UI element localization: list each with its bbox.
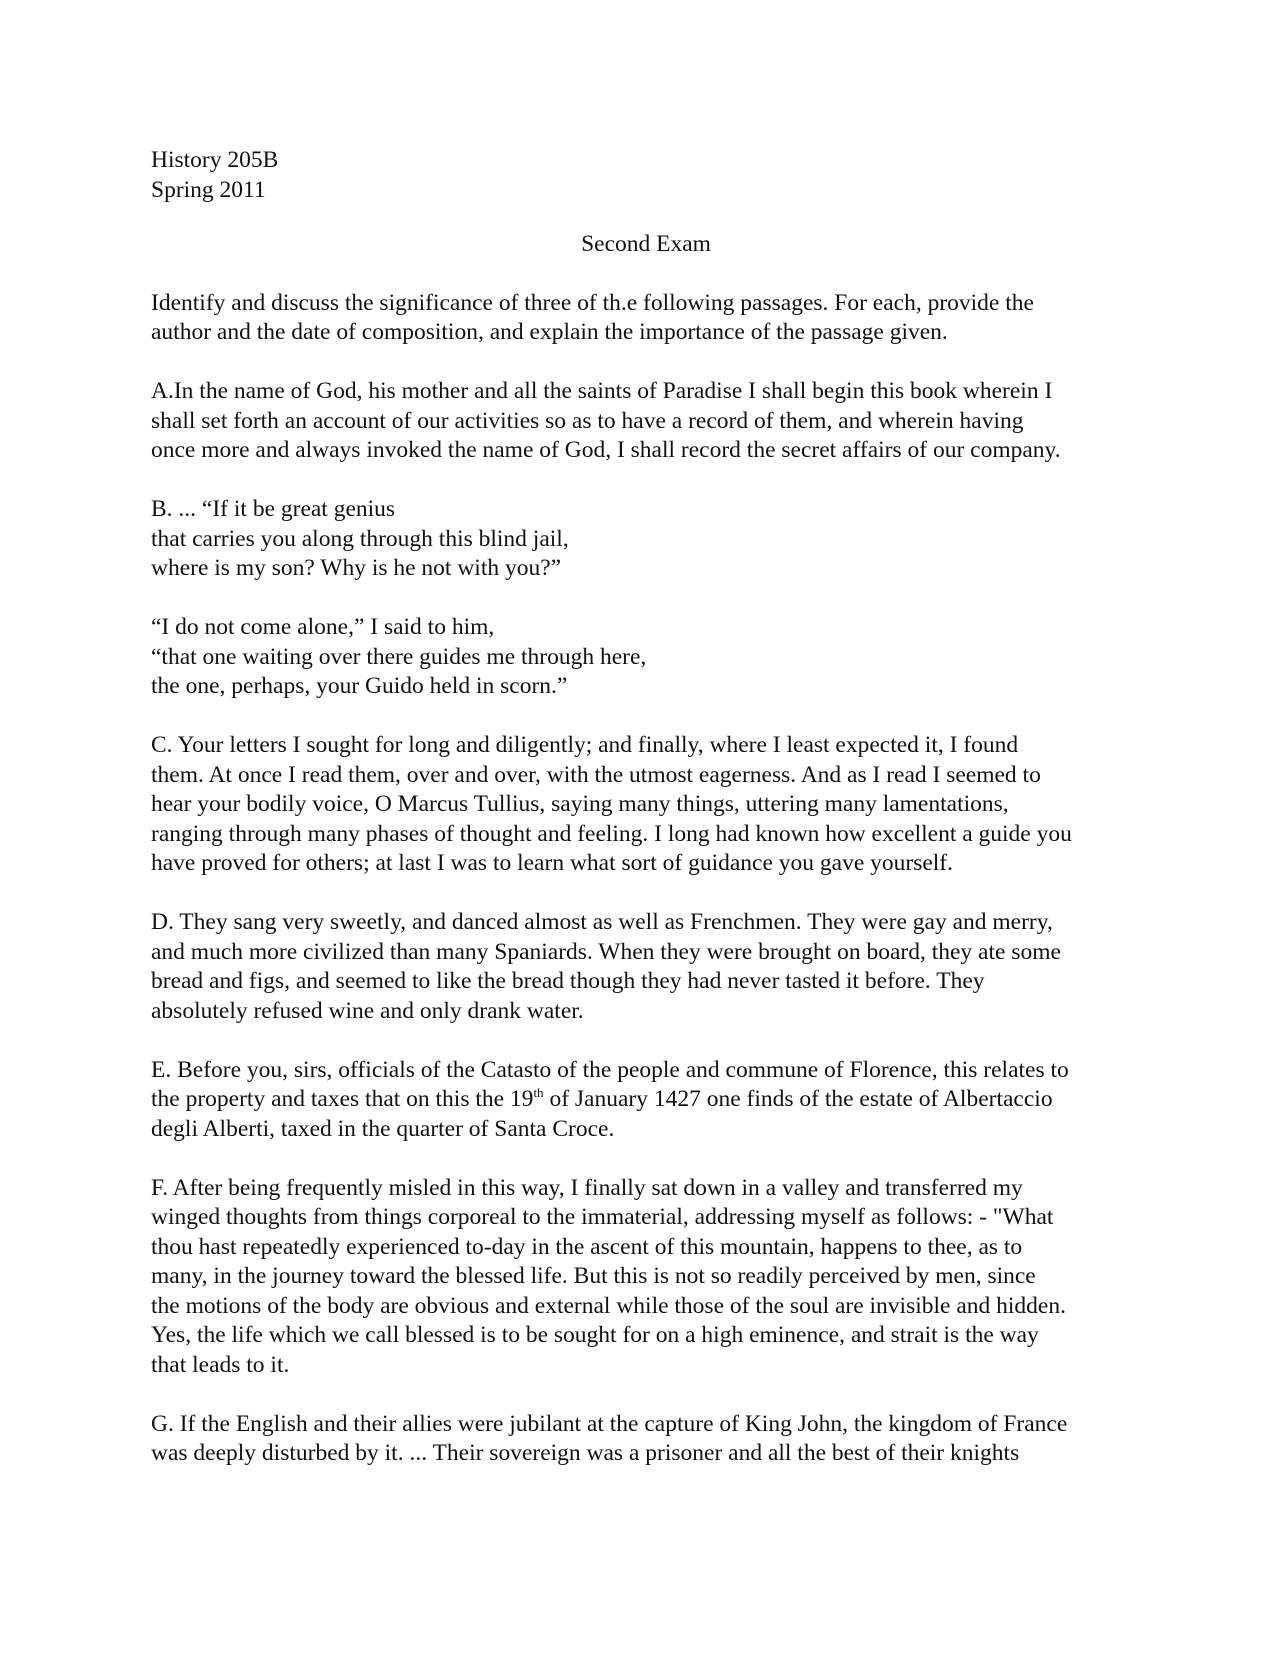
- passage-e-line: E. Before you, sirs, officials of the Catasto of the people and commune of Florence, this relates to: [151, 1056, 1069, 1083]
- passage-b-line: where is my son? Why is he not with you?”: [151, 555, 562, 581]
- course-term: Spring 2011: [151, 176, 266, 203]
- passage-c-line: C. Your letters I sought for long and diligently; and finally, where I least expected it, I found: [151, 732, 1019, 758]
- passage-g-line: was deeply disturbed by it. ... Their sovereign was a prisoner and all the best of their knights: [151, 1440, 1020, 1466]
- passage-a: [151, 377, 1141, 466]
- course-name: History 205B: [151, 147, 279, 173]
- instructions: [151, 289, 1141, 348]
- passage-d: [151, 908, 1141, 1026]
- passage-d-line: bread and figs, and seemed to like the bread though they had never tasted it before. They: [151, 968, 985, 994]
- passage-c-line: hear your bodily voice, O Marcus Tullius, saying many things, uttering many lamentations,: [151, 791, 1009, 817]
- passage-b-stanza-1: [151, 495, 1141, 584]
- passage-e-text: of January 1427 one finds of the estate of Albertaccio: [543, 1086, 1053, 1112]
- exam-page: [151, 146, 1141, 1498]
- passage-f-line: winged thoughts from things corporeal to the immaterial, addressing myself as follows: - "What: [151, 1204, 1054, 1230]
- instructions-line: author and the date of composition, and explain the importance of the passage given.: [151, 319, 948, 345]
- passage-e-line: [151, 1085, 1141, 1115]
- ordinal-suffix: th: [533, 1085, 544, 1100]
- passage-a-line: once more and always invoked the name of God, I shall record the secret affairs of our company.: [151, 437, 1061, 463]
- passage-f-line: many, in the journey toward the blessed life. But this is not so readily perceived by men, since: [151, 1263, 1036, 1289]
- passage-e-text: the property and taxes that on this the 19: [151, 1086, 534, 1112]
- passage-b-line: “that one waiting over there guides me through here,: [151, 643, 647, 670]
- passage-e: [151, 1056, 1141, 1145]
- passage-b-line: that carries you along through this blind jail,: [151, 525, 569, 552]
- passage-d-line: and much more civilized than many Spaniards. When they were brought on board, they ate some: [151, 938, 1061, 965]
- passage-f-line: that leads to it.: [151, 1351, 290, 1378]
- passage-e-line: degli Alberti, taxed in the quarter of Santa Croce.: [151, 1115, 615, 1142]
- passage-b-line: B. ... “If it be great genius: [151, 496, 396, 522]
- passage-b-line: “I do not come alone,” I said to him,: [151, 614, 495, 640]
- passage-f-line: the motions of the body are obvious and external while those of the soul are invisible and hidden.: [151, 1292, 1066, 1319]
- instructions-line: Identify and discuss the significance of three of th.e following passages. For each, provide the: [151, 289, 1034, 316]
- passage-a-line: shall set forth an account of our activities so as to have a record of them, and wherein having: [151, 407, 1024, 434]
- passage-f-line: thou hast repeatedly experienced to-day in the ascent of this mountain, happens to thee, as to: [151, 1233, 1023, 1260]
- passage-b-line: the one, perhaps, your Guido held in scorn.”: [151, 673, 568, 699]
- passage-c: [151, 731, 1141, 879]
- passage-g-line: G. If the English and their allies were jubilant at the capture of King John, the kingdom of France: [151, 1410, 1068, 1437]
- passage-b-stanza-2: [151, 613, 1141, 702]
- passage-f-line: F. After being frequently misled in this way, I finally sat down in a valley and transferred my: [151, 1174, 1023, 1201]
- passage-c-line: have proved for others; at last I was to learn what sort of guidance you gave yourself.: [151, 850, 954, 876]
- passage-c-line: them. At once I read them, over and over, with the utmost eagerness. And as I read I seemed to: [151, 761, 1041, 788]
- passage-d-line: D. They sang very sweetly, and danced almost as well as Frenchmen. They were gay and merry,: [151, 909, 1053, 935]
- passage-c-line: ranging through many phases of thought and feeling. I long had known how excellent a guide you: [151, 820, 1072, 847]
- passage-g: [151, 1410, 1141, 1469]
- passage-a-line: A.In the name of God, his mother and all the saints of Paradise I shall begin this book wherein I: [151, 378, 1053, 404]
- course-header: [151, 146, 1141, 205]
- passage-f: [151, 1174, 1141, 1381]
- passage-d-line: absolutely refused wine and only drank water.: [151, 997, 584, 1024]
- passage-f-line: Yes, the life which we call blessed is to be sought for on a high eminence, and strait is the way: [151, 1322, 1039, 1348]
- exam-title: Second Exam: [581, 231, 711, 257]
